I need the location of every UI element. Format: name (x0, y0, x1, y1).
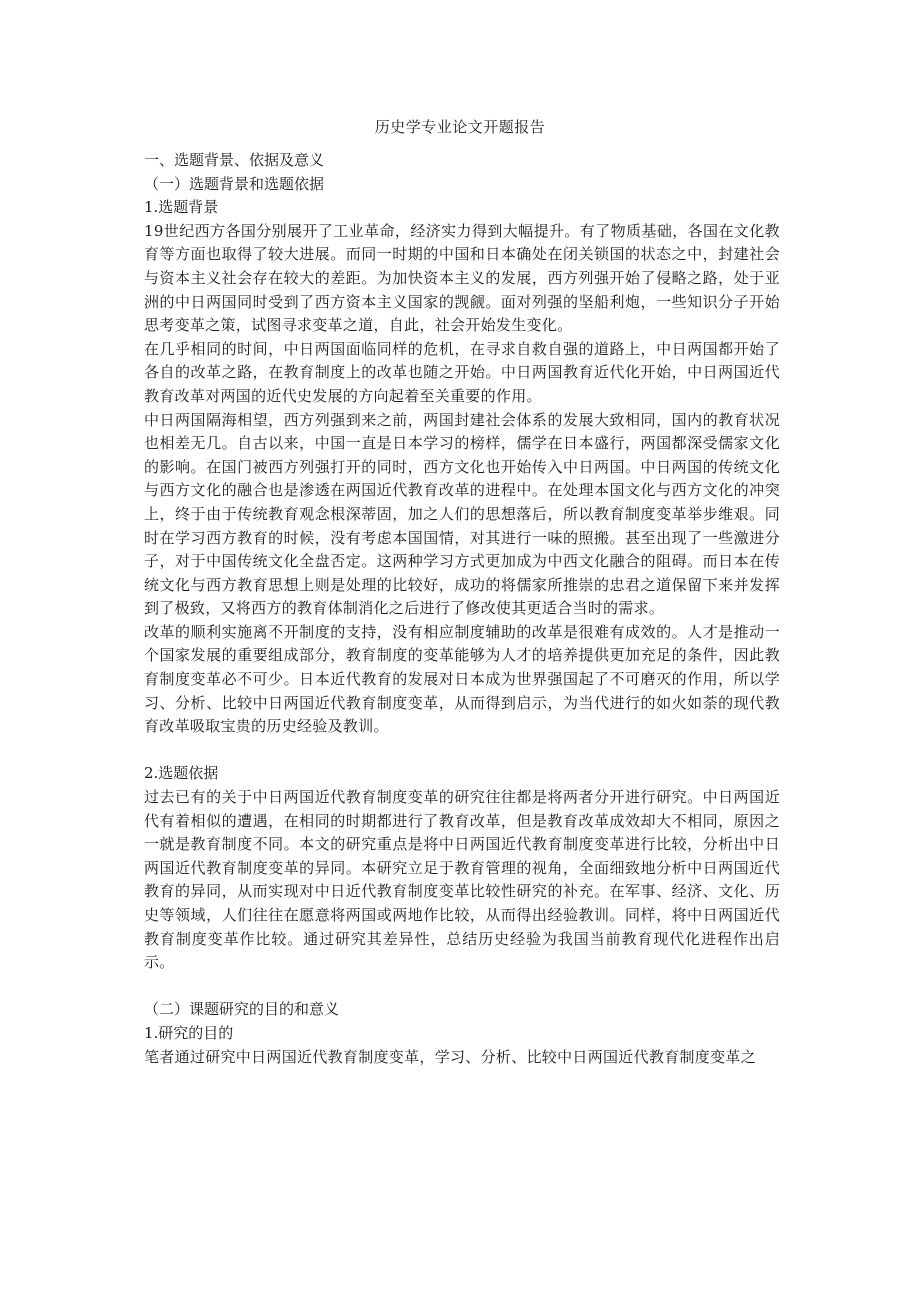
body-paragraph: 笔者通过研究中日两国近代教育制度变革，学习、分析、比较中日两国近代教育制度变革之 (144, 1047, 757, 1066)
subsection-heading: （二）课题研究的目的和意义 (144, 1000, 340, 1019)
section-heading: 一、选题背景、依据及意义 (144, 151, 325, 169)
paragraph-spacer (144, 975, 780, 999)
subsection-heading: （一）选题背景和选题依据 (144, 174, 325, 193)
body-paragraph: 在几乎相同的时间，中日两国面临同样的危机，在寻求自救自强的道路上，中日两国都开始了各自的改革之路，在教育制度上的改革也随之开始。中日两国教育近代化开始，中日两国近代教育改革对两国的近代史发展的方向起着至关重要的作用。 (144, 339, 780, 405)
document-title: 历史学专业论文开题报告 (374, 118, 546, 136)
document-body (144, 149, 780, 1069)
item-heading: 1.研究的目的 (144, 1023, 234, 1042)
paragraph-spacer (144, 739, 780, 763)
item-heading: 2.选题依据 (144, 764, 219, 783)
body-paragraph: 19世纪西方各国分别展开了工业革命，经济实力得到大幅提升。有了物质基础，各国在文化教育等方面也取得了较大进展。而同一时期的中国和日本确处在闭关锁国的状态之中，封建社会与资本主义社会存在较大的差距。为加快资本主义的发展，西方列强开始了侵略之路，处于亚洲的中日两国同时受到了西方资本主义国家的觊觎。面对列强的坚船利炮，一些知识分子开始思考变革之策，试图寻求变革之道，自此，社会开始发生变化。 (144, 221, 780, 335)
body-paragraph: 中日两国隔海相望，西方列强到来之前，两国封建社会体系的发展大致相同，国内的教育状况也相差无几。自古以来，中国一直是日本学习的榜样，儒学在日本盛行，两国都深受儒家文化的影响。在国门被西方列强打开的同时，西方文化也开始传入中日两国。中日两国的传统文化与西方文化的融合也是渗透在两国近代教育改革的进程中。在处理本国文化与西方文化的冲突上，终于由于传统教育观念根深蒂固，加之人们的思想落后，所以教育制度变革举步维艰。同时在学习西方教育的时候，没有考虑本国国情，对其进行一味的照搬。甚至出现了一些激进分子，对于中国传统文化全盘否定。这两种学习方式更加成为中西文化融合的阻碍。而日本在传统文化与西方教育思想上则是处理的比较好，成功的将儒家所推崇的忠君之道保留下来并发挥到了极致，又将西方的教育体制消化之后进行了修改使其更适合当时的需求。 (144, 410, 780, 618)
body-paragraph: 过去已有的关于中日两国近代教育制度变革的研究往往都是将两者分开进行研究。中日两国近代有着相似的遭遇，在相同的时期都进行了教育改革，但是教育改革成效却大不相同，原因之一就是教育制度不同。本文的研究重点是将中日两国近代教育制度变革进行比较，分析出中日两国近代教育制度变革的异同。本研究立足于教育管理的视角，全面细致地分析中日两国近代教育的异同，从而实现对中日近代教育制度变革比较性研究的补充。在军事、经济、文化、历史等领域，人们往往在愿意将两国或两地作比较，从而得出经验教训。同样，将中日两国近代教育制度变革作比较。通过研究其差异性，总结历史经验为我国当前教育现代化进程作出启示。 (144, 788, 780, 972)
item-heading: 1.选题背景 (144, 198, 219, 217)
body-paragraph: 改革的顺利实施离不开制度的支持，没有相应制度辅助的改革是很难有成效的。人才是推动一个国家发展的重要组成部分，教育制度的变革能够为人才的培养提供更加充足的条件，因此教育制度变革必不可少。日本近代教育的发展对日本成为世界强国起了不可磨灭的作用，所以学习、分析、比较中日两国近代教育制度变革，从而得到启示，为当代进行的如火如荼的现代教育改革吸取宝贵的历史经验及教训。 (144, 622, 780, 736)
